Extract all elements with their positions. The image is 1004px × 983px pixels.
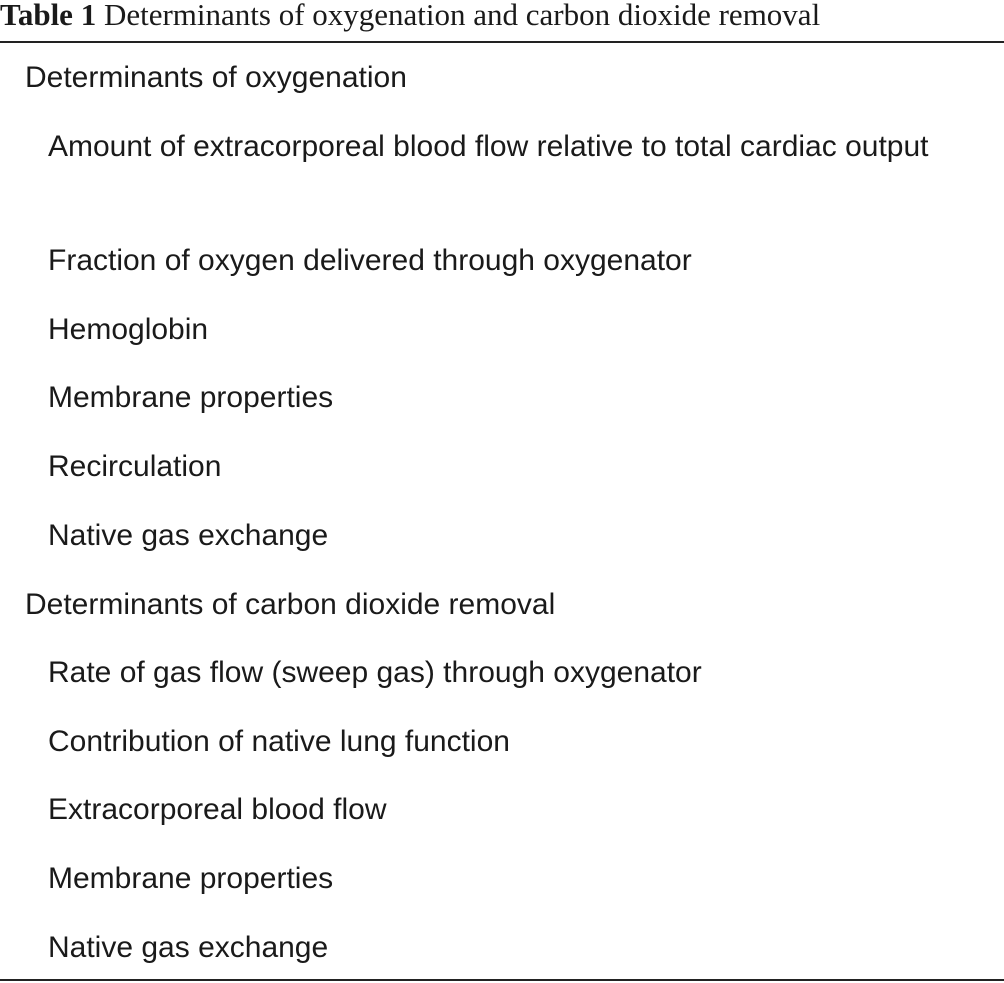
- table-row: Membrane properties: [48, 862, 334, 895]
- table-row: Rate of gas flow (sweep gas) through oxygenator: [48, 656, 702, 689]
- table-bottom-rule: [0, 979, 1004, 981]
- table-top-rule: [0, 41, 1004, 43]
- table-row: Recirculation: [48, 450, 222, 483]
- table-row: Contribution of native lung function: [48, 725, 510, 758]
- section-heading-oxygenation: Determinants of oxygenation: [25, 61, 407, 94]
- table-caption-label: Table 1: [0, 0, 97, 32]
- table-caption-title: Determinants of oxygenation and carbon dioxide removal: [103, 0, 821, 32]
- table-row: Fraction of oxygen delivered through oxygenator: [48, 244, 692, 277]
- table-row: Membrane properties: [48, 381, 334, 414]
- table-row: Amount of extracorporeal blood flow relative to total cardiac output: [48, 130, 929, 163]
- section-heading-carbon-dioxide: Determinants of carbon dioxide removal: [25, 588, 556, 621]
- table-row: Native gas exchange: [48, 519, 329, 552]
- table-row: Extracorporeal blood flow: [48, 793, 387, 826]
- table-row: Hemoglobin: [48, 313, 209, 346]
- table-caption: [0, 0, 820, 38]
- table-row: Native gas exchange: [48, 931, 329, 964]
